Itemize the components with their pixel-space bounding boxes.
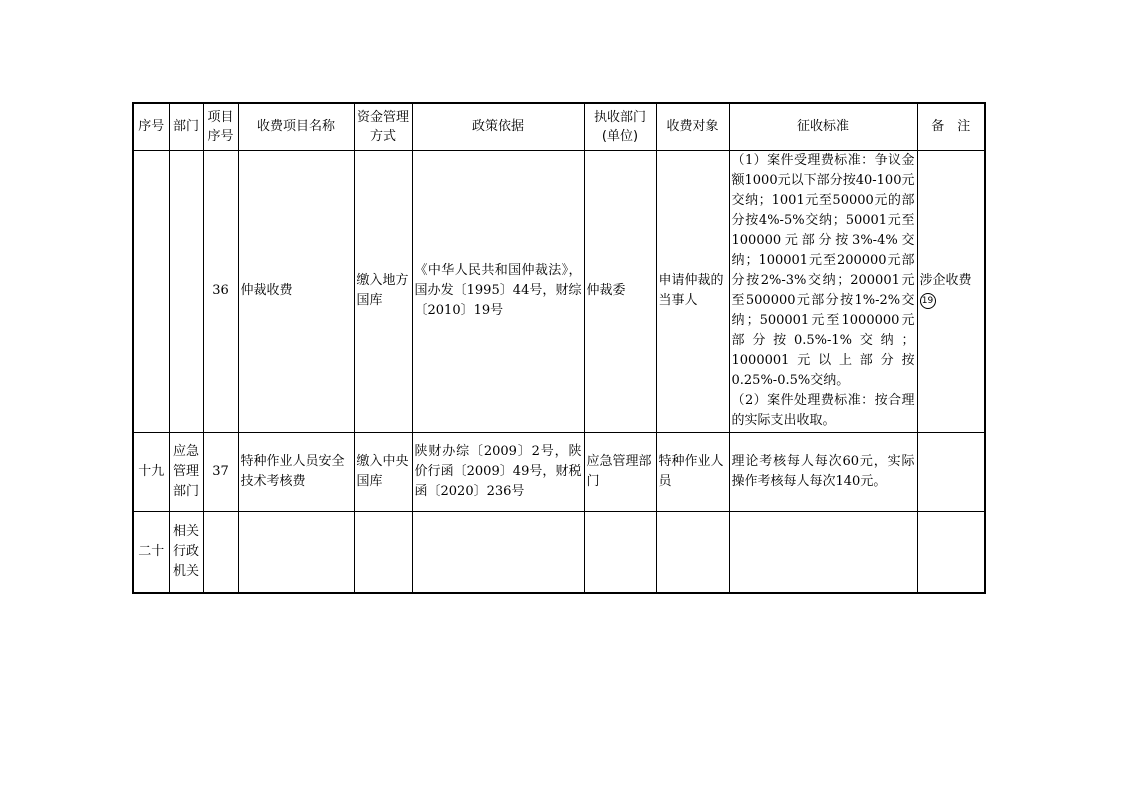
cell-dept: 应急管理部门 [169, 432, 203, 511]
header-payer: 收费对象 [656, 103, 729, 150]
cell-standard [729, 150, 917, 432]
cell-item-seq [203, 511, 238, 593]
table-row [133, 432, 985, 511]
cell-policy: 陕财办综〔2009〕2号，陕价行函〔2009〕49号，财税函〔2020〕236号 [412, 432, 584, 511]
cell-payer: 申请仲裁的当事人 [656, 150, 729, 432]
header-dept: 部门 [169, 103, 203, 150]
cell-collector [584, 511, 656, 593]
cell-collector: 仲裁委 [584, 150, 656, 432]
header-collector: 执收部门(单位) [584, 103, 656, 150]
cell-fund-mgmt: 缴入中央国库 [354, 432, 412, 511]
cell-dept [169, 150, 203, 432]
cell-item-name: 特种作业人员安全技术考核费 [238, 432, 354, 511]
cell-policy [412, 511, 584, 593]
cell-seq: 十九 [133, 432, 169, 511]
cell-item-seq: 36 [203, 150, 238, 432]
circled-number-icon: 19 [920, 293, 936, 309]
cell-standard: 理论考核每人每次60元，实际操作考核每人每次140元。 [729, 432, 917, 511]
header-item-name: 收费项目名称 [238, 103, 354, 150]
cell-fund-mgmt [354, 511, 412, 593]
header-remark: 备 注 [917, 103, 985, 150]
header-standard: 征收标准 [729, 103, 917, 150]
cell-payer [656, 511, 729, 593]
cell-standard [729, 511, 917, 593]
header-item-seq: 项目序号 [203, 103, 238, 150]
cell-collector: 应急管理部门 [584, 432, 656, 511]
cell-fund-mgmt: 缴入地方国库 [354, 150, 412, 432]
cell-payer: 特种作业人员 [656, 432, 729, 511]
cell-seq: 二十 [133, 511, 169, 593]
remark-text: 涉企收费 [919, 273, 972, 288]
table-row [133, 511, 985, 593]
standard-paragraph-1: （1）案件受理费标准：争议金额1000元以下部分按40-100元交纳；1001元至50000元的部分按4%-5%交纳；50001元至100000元部分按3%-4%交纳；100001元至200000元部分按2%-3%交纳；200001元至500000元部分按1%-2%交纳；500001元至1000000元部分按0.5%-1%交纳；1000001元以上部分按0.25%-0.5%交纳。 [731, 153, 915, 388]
cell-policy: 《中华人民共和国仲裁法》，国办发〔1995〕44号，财综〔2010〕19号 [412, 150, 584, 432]
header-policy: 政策依据 [412, 103, 584, 150]
cell-item-name: 仲裁收费 [238, 150, 354, 432]
fee-table [132, 102, 986, 594]
header-fund-mgmt: 资金管理方式 [354, 103, 412, 150]
cell-remark [917, 511, 985, 593]
cell-remark [917, 150, 985, 432]
cell-remark [917, 432, 985, 511]
cell-seq [133, 150, 169, 432]
header-seq: 序号 [133, 103, 169, 150]
cell-item-name [238, 511, 354, 593]
header-row [133, 103, 985, 150]
table-row [133, 150, 985, 432]
standard-paragraph-2: （2）案件处理费标准：按合理的实际支出收取。 [731, 393, 915, 428]
cell-item-seq: 37 [203, 432, 238, 511]
cell-dept: 相关行政机关 [169, 511, 203, 593]
